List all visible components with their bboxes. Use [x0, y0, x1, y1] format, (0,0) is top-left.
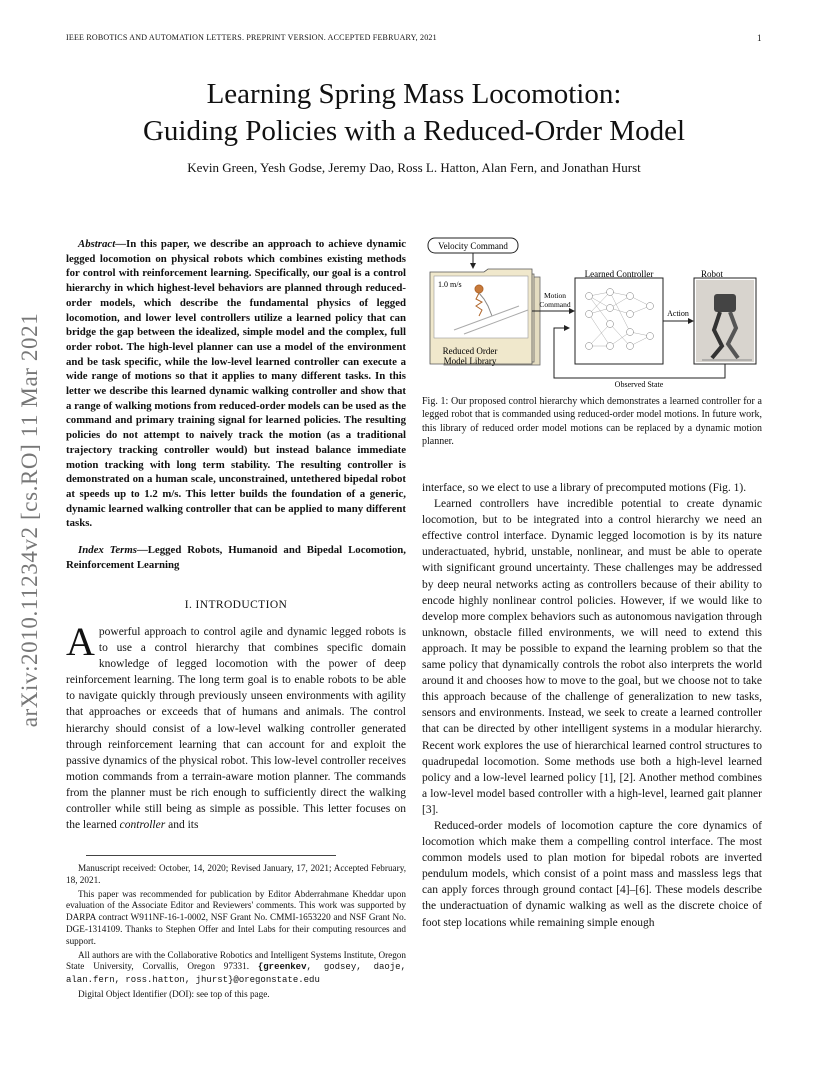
figure-control-hierarchy	[424, 236, 760, 389]
title-line-2: Guiding Policies with a Reduced-Order Model	[142, 115, 686, 147]
learned-controller-label: Learned Controller	[584, 269, 654, 279]
speed-label: 1.0 m/s	[438, 280, 462, 289]
author-list: Kevin Green, Yesh Godse, Jeremy Dao, Ross L. Hatton, Alan Fern, and Jonathan Hurst	[187, 160, 641, 175]
index-terms-label: Index Terms	[78, 544, 137, 556]
index-terms	[66, 543, 406, 572]
email-list[interactable]: {greenkev, godsey, daoje, alan.fern, ross.hatton, jhurst}@oregonstate.edu	[66, 962, 406, 986]
right-column-text	[422, 480, 762, 931]
footnote-affiliation: All authors are with the Collaborative Robotics and Intelligent Systems Institute, Oregon State University, Corvallis, Oregon 97331. {greenkev, godsey, daoje, alan.fern, ross.hatton, jhurst}@oregonstate.edu	[66, 949, 406, 986]
intro-text: powerful approach to control agile and dynamic legged robots is to use a control hierarchy that combines specific domain knowledge of legged locomotion with the power of deep reinforcement learning. The long term goal is to enable robots to be able to navigate quickly through previously unseen environments with agility that approaches or exceeds that of humans and animals. The control hierarchy should consist of a low-level walking controller generated through reinforcement learning that can account for and exploit the passive dynamics of the physical robot. This low-level controller receives motion commands from a terrain-aware motion planner. The commands from the planner must be rich enough to sufficiently direct the walking controller while still being as simple as possible. This letter focuses on the learned	[66, 626, 406, 832]
observed-state-label: Observed State	[614, 380, 664, 389]
running-header: IEEE ROBOTICS AND AUTOMATION LETTERS. PREPRINT VERSION. ACCEPTED FEBRUARY, 2021	[66, 33, 437, 42]
footnotes	[66, 863, 406, 1003]
arxiv-stamp	[10, 285, 50, 755]
footnote-received: Manuscript received: October, 14, 2020; Revised January, 17, 2021; Accepted February, 18, 2021.	[66, 863, 406, 885]
action-label: Action	[667, 309, 689, 318]
library-label-2: Model Library	[443, 356, 497, 366]
section-heading: I. INTRODUCTION	[184, 599, 288, 611]
figure-caption: Fig. 1: Our proposed control hierarchy which demonstrates a learned controller for a legged robot that is commanded using reduced-order model motions. In future work, this library of reduced order model motions can be replaced by a dynamic motion planner.	[422, 396, 762, 448]
intro-paragraph	[66, 619, 406, 833]
library-label-1: Reduced Order	[442, 346, 498, 356]
robot-icon	[696, 280, 754, 362]
paper-title	[0, 76, 828, 150]
index-terms-text: —Legged Robots, Humanoid and Bipedal Locomotion, Reinforcement Learning	[66, 544, 406, 571]
abstract	[66, 237, 406, 531]
motion-command-label-2: Command	[539, 300, 571, 309]
arxiv-stamp-text: arXiv:2010.11234v2 [cs.RO] 11 Mar 2021	[17, 312, 42, 728]
paragraph-3: Reduced-order models of locomotion capture the core dynamics of locomotion which make them a compelling control interface. The most common models used to plan motion for bipedal robots are inverted pendulum models, which consist of a point mass and massless legs that can apply forces through ground contact [4]–[6]. These models describe the underactuation of dynamic walking as well as the discrete choice of foot step locations while remaining simple enough	[422, 819, 762, 929]
dropcap: A	[66, 619, 95, 664]
robot-label: Robot	[700, 269, 724, 279]
paragraph-2: Learned controllers have incredible potential to create dynamic locomotion, but to be integrated into a control hierarchy we need an effective control interface. Dynamic legged locomotion is by its nature underactuated, hybrid, unstable, nonlinear, and must be able to operate with significant ground uncertainty. These challenges may be addressed by deep neural networks acting as controllers because of their ability to encode highly nonlinear control policies. However, if we would like to develop more complex behaviors such as autonomous navigation through unknown, obstacle filled environments, we will need to extend this approach. It may be possible to expand the learning problem so that the same policy that dynamically controls the robot also interprets the world around it and chooses how to move to the goal, but we choose not to take this approach because of the challenge of generalization to new tasks, sensors and environments. Instead, we seek to create a learned controller that can be directed by other intelligent systems in a modular hierarchy. Recent work explores the use of hierarchical learned control structures to quadrupedal locomotion. Some methods use both a high-level learned policy and a low-level learned policy [1], [2]. Another method combines a low-level model based controller with a high-level, learned gait planner [3].	[422, 498, 762, 816]
paragraph-1: interface, so we elect to use a library of precomputed motions (Fig. 1).	[422, 482, 747, 494]
velocity-command-label: Velocity Command	[438, 241, 508, 251]
footnote-doi: Digital Object Identifier (DOI): see top of this page.	[78, 988, 270, 999]
abstract-label: Abstract	[78, 238, 116, 250]
footnote-recommended: This paper was recommended for publication by Editor Abderrahmane Kheddar upon evaluation of the Associate Editor and Reviewers' comments. This work was supported by DARPA contract W911NF-16-1-0002, NSF Grant No. CMMI-1653220 and NSF Grant No. DGE-1314109. Thanks to Stephen Offer and Intel Labs for their computing resources and support.	[66, 888, 406, 946]
abstract-text: —In this paper, we describe an approach to achieve dynamic legged locomotion on physical robots which combines existing methods for control with reinforcement learning. Specifically, our goal is a control hierarchy in which highest-level behaviors are planned through reduced-order models, which describe the fundamental physics of legged locomotion, and lower level controllers utilize a learned policy that can bridge the gap between the idealized, simple model and the complex, full order robot. The high-level planner can use a model of the environment and be task specific, while the low-level learned controller can execute a wide range of motions so that it applies to many different tasks. In this letter we describe this learned dynamic walking controller and show that a range of walking motions from reduced-order models can be used as the command and primary training signal for learned policies. The resulting policies do not attempt to naively track the motion (as a traditional trajectory tracking controller would) but instead balance immediate motion tracking with long term stability. The resulting controller is demonstrated on a human scale, unconstrained, untethered bipedal robot at speeds up to 1.2 m/s. This letter builds the foundation of a generic, dynamic learned walking controller that can be applied to many different tasks.	[66, 238, 406, 530]
page-number: 1	[757, 33, 762, 43]
title-line-1: Learning Spring Mass Locomotion:	[206, 78, 622, 110]
intro-tail: and its	[165, 819, 199, 832]
intro-italic: controller	[119, 819, 166, 832]
motion-command-label-1: Motion	[543, 291, 567, 300]
learned-controller-box	[575, 278, 663, 364]
footnote-rule	[86, 855, 336, 856]
